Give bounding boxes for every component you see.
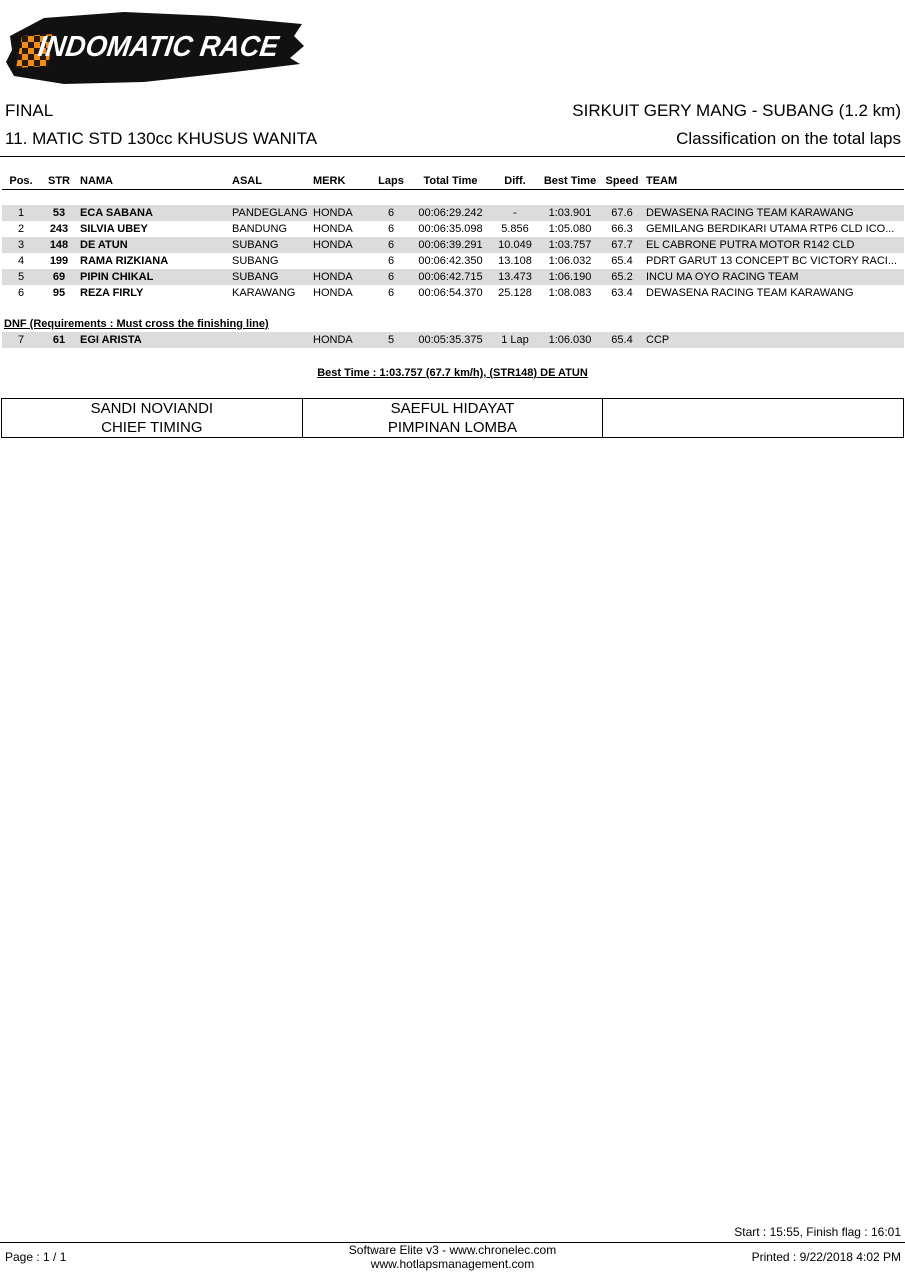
cell-nama: ECA SABANA: [78, 205, 230, 221]
cell-diff: 10.049: [490, 237, 540, 253]
cell-merk: HONDA: [311, 205, 371, 221]
cell-team: DEWASENA RACING TEAM KARAWANG: [646, 287, 854, 299]
stage-title: FINAL: [5, 101, 54, 120]
cell-merk: [311, 253, 371, 269]
indomatic-race-logo: [4, 6, 306, 86]
results-table: [2, 173, 904, 348]
cell-laps: 6: [371, 205, 411, 221]
col-header-laps: Laps: [371, 173, 411, 190]
cell-str: 61: [40, 332, 78, 348]
dnf-title-row: [2, 316, 904, 332]
cell-best-time: 1:03.901: [540, 205, 600, 221]
cell-nama: PIPIN CHIKAL: [78, 269, 230, 285]
cell-best-time: 1:08.083: [548, 287, 592, 299]
cell-merk: HONDA: [311, 269, 371, 285]
col-header-asal: ASAL: [230, 173, 311, 190]
cell-nama: DE ATUN: [78, 237, 230, 253]
table-row: [2, 253, 904, 269]
table-row: [2, 205, 904, 221]
table-header-row: [2, 173, 904, 190]
col-header-speed: Speed: [600, 173, 644, 190]
cell-laps: 6: [371, 237, 411, 253]
cell-speed: 65.2: [600, 269, 644, 285]
classification-title: Classification on the total laps: [676, 129, 901, 148]
signature-role: PIMPINAN LOMBA: [387, 419, 518, 436]
cell-diff: 13.473: [490, 269, 540, 285]
cell-diff: -: [490, 205, 540, 221]
cell-speed: 67.6: [600, 205, 644, 221]
cell-str: 69: [40, 269, 78, 285]
cell-merk: HONDA: [313, 287, 353, 299]
page-number: Page : 1 / 1: [5, 1250, 67, 1264]
table-row: [2, 285, 904, 301]
cell-speed: 63.4: [611, 287, 633, 299]
cell-asal: PANDEGLANG: [230, 205, 311, 221]
cell-pos: 2: [17, 223, 25, 235]
cell-laps: 6: [371, 269, 411, 285]
table-row: [2, 221, 904, 237]
cell-nama: REZA FIRLY: [80, 287, 144, 299]
cell-speed: 66.3: [611, 223, 633, 235]
table-row: [2, 269, 904, 285]
cell-team: INCU MA OYO RACING TEAM: [644, 269, 904, 285]
cell-best-time: 1:06.032: [548, 255, 592, 267]
dnf-title: DNF (Requirements : Must cross the finishing line): [4, 318, 269, 330]
cell-laps: 6: [387, 287, 395, 299]
cell-total-time: 00:06:35.098: [418, 223, 483, 235]
signature-table: [1, 398, 904, 438]
cell-str: 243: [49, 223, 69, 235]
cell-total-time: 00:06:39.291: [411, 237, 490, 253]
cell-asal: SUBANG: [230, 237, 311, 253]
col-header-merk: MERK: [311, 173, 371, 190]
cell-total-time: 00:06:42.715: [411, 269, 490, 285]
cell-diff: 5.856: [501, 223, 529, 235]
table-row: [2, 332, 904, 348]
class-title: 11. MATIC STD 130cc KHUSUS WANITA: [5, 129, 318, 148]
signature-cell: [302, 399, 603, 438]
cell-total-time: 00:06:54.370: [418, 287, 483, 299]
signature-cell: [603, 399, 904, 438]
cell-asal: SUBANG: [232, 255, 279, 267]
cell-total-time: 00:06:29.242: [411, 205, 490, 221]
cell-str: 199: [49, 255, 69, 267]
cell-merk: HONDA: [311, 237, 371, 253]
cell-str: 95: [52, 287, 66, 299]
col-header-team: TEAM: [644, 173, 904, 190]
col-header-pos: Pos.: [2, 173, 40, 190]
cell-best-time: 1:03.757: [540, 237, 600, 253]
cell-diff: 13.108: [498, 255, 532, 267]
signature-role: CHIEF TIMING: [101, 419, 203, 436]
cell-total-time: 00:05:35.375: [411, 332, 490, 348]
cell-total-time: 00:06:42.350: [418, 255, 483, 267]
logo-text: INDOMATIC RACE: [35, 31, 293, 63]
cell-asal: [230, 332, 311, 348]
cell-nama: RAMA RIZKIANA: [80, 255, 169, 267]
cell-asal: BANDUNG: [232, 223, 288, 235]
signature-name: SANDI NOVIANDI: [90, 400, 214, 417]
cell-speed: 65.4: [600, 332, 644, 348]
cell-team: CCP: [644, 332, 904, 348]
cell-asal: KARAWANG: [232, 287, 296, 299]
best-time-summary: Best Time : 1:03.757 (67.7 km/h), (STR148) DE ATUN: [317, 367, 588, 379]
start-finish-time: Start : 15:55, Finish flag : 16:01: [734, 1225, 901, 1239]
cell-pos: 1: [2, 205, 40, 221]
signature-cell: [2, 399, 303, 438]
cell-best-time: 1:06.190: [540, 269, 600, 285]
cell-merk: HONDA: [313, 223, 353, 235]
col-header-str: STR: [40, 173, 78, 190]
cell-team: EL CABRONE PUTRA MOTOR R142 CLD: [644, 237, 904, 253]
cell-str: 53: [40, 205, 78, 221]
table-row: [2, 237, 904, 253]
cell-diff: 25.128: [498, 287, 532, 299]
signature-name: SAEFUL HIDAYAT: [390, 400, 515, 417]
cell-best-time: 1:05.080: [548, 223, 592, 235]
cell-team: DEWASENA RACING TEAM KARAWANG: [644, 205, 904, 221]
col-header-best-time: Best Time: [540, 173, 600, 190]
software-credit: Software Elite v3 - www.chronelec.com: [348, 1243, 557, 1257]
cell-pos: 6: [17, 287, 25, 299]
col-header-total-time: Total Time: [411, 173, 490, 190]
cell-diff: 1 Lap: [490, 332, 540, 348]
col-header-nama: NAMA: [78, 173, 230, 190]
printed-timestamp: Printed : 9/22/2018 4:02 PM: [751, 1250, 901, 1264]
cell-pos: 5: [2, 269, 40, 285]
col-header-diff: Diff.: [490, 173, 540, 190]
cell-str: 148: [40, 237, 78, 253]
cell-asal: SUBANG: [230, 269, 311, 285]
cell-pos: 3: [2, 237, 40, 253]
cell-best-time: 1:06.030: [540, 332, 600, 348]
cell-laps: 6: [387, 223, 395, 235]
circuit-title: SIRKUIT GERY MANG - SUBANG (1.2 km): [572, 101, 901, 120]
cell-speed: 67.7: [600, 237, 644, 253]
website-credit: www.hotlapsmanagement.com: [370, 1257, 535, 1271]
cell-team: GEMILANG BERDIKARI UTAMA RTP6 CLD ICO...: [646, 223, 895, 235]
cell-laps: 5: [371, 332, 411, 348]
header-divider: [0, 156, 905, 157]
cell-merk: HONDA: [311, 332, 371, 348]
cell-team: PDRT GARUT 13 CONCEPT BC VICTORY RACI...: [646, 255, 898, 267]
cell-pos: 4: [17, 255, 25, 267]
cell-speed: 65.4: [611, 255, 633, 267]
cell-nama: SILVIA UBEY: [80, 223, 148, 235]
cell-laps: 6: [387, 255, 395, 267]
cell-nama: EGI ARISTA: [78, 332, 230, 348]
cell-pos: 7: [2, 332, 40, 348]
